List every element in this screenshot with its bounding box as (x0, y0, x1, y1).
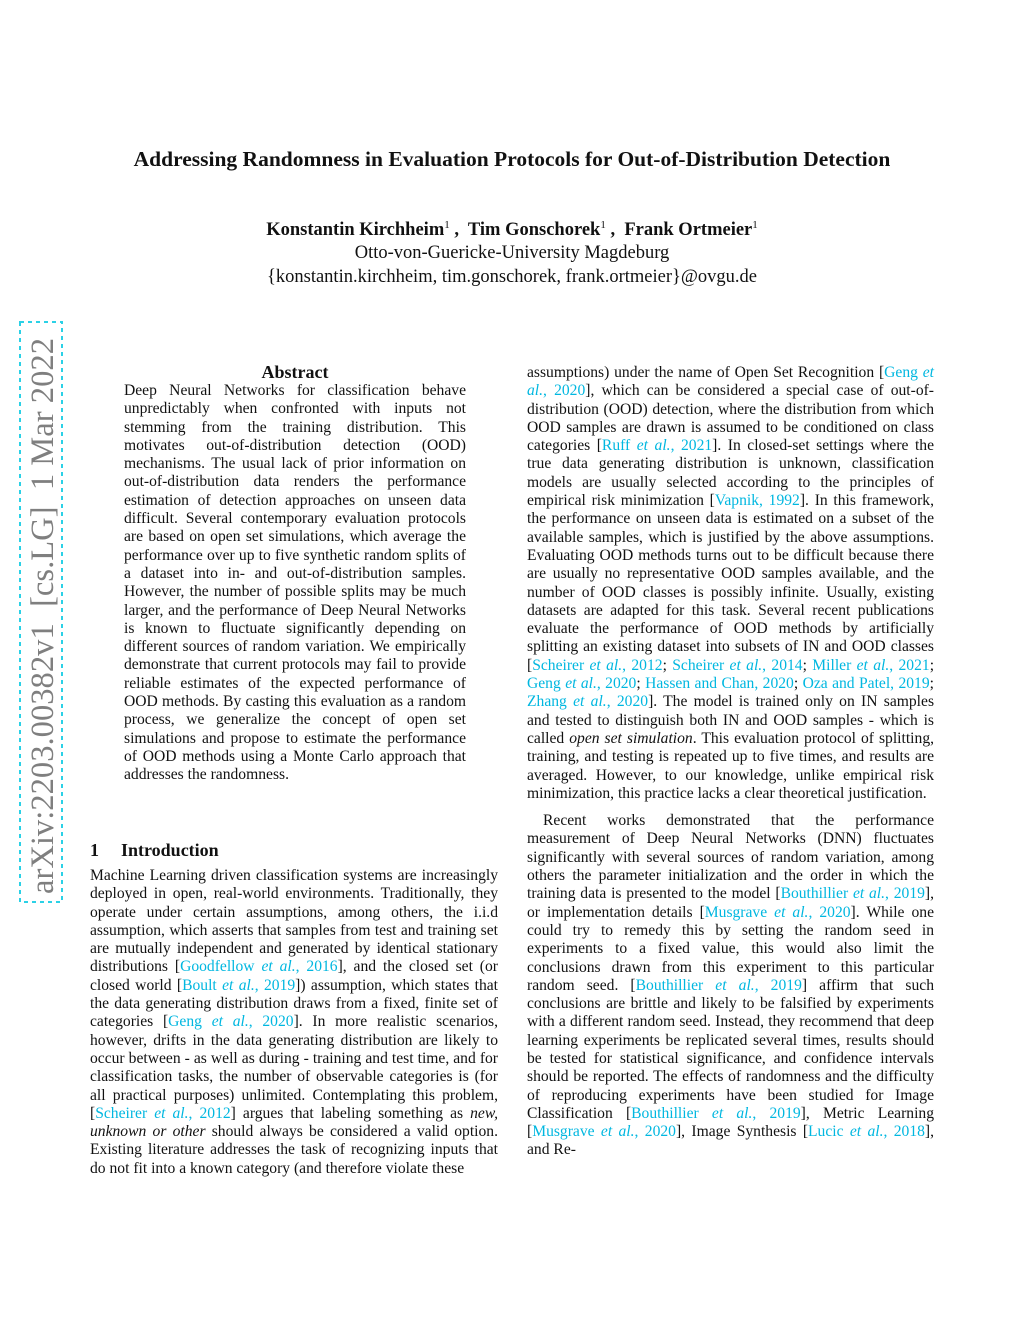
paper-title: Addressing Randomness in Evaluation Protocols for Out-of-Distribution Detection (133, 147, 891, 171)
text-run: ; (929, 656, 935, 674)
citation-link[interactable]: Scheirer et al., 2012 (95, 1104, 231, 1122)
author-emails: {konstantin.kirchheim, tim.gonschorek, frank.ortmeier}@ovgu.de (267, 267, 757, 287)
emphasis: new, unknown or other (90, 1104, 498, 1141)
text-run: ], Image Synthesis [ (675, 1123, 809, 1141)
author-name: Konstantin Kirchheim (266, 220, 445, 240)
arxiv-stamp (18, 320, 64, 904)
affiliation-mark: 1 (444, 219, 450, 231)
citation-link[interactable]: Scheirer et al., 2012 (532, 656, 663, 674)
affiliation-mark: 1 (600, 219, 606, 231)
citation-link[interactable]: Oza and Patel, 2019 (802, 675, 930, 693)
citation-link[interactable]: Musgrave et al., 2020 (532, 1123, 676, 1141)
author-name: Tim Gonschorek (467, 220, 601, 240)
text-run: ] argues that labeling something as (230, 1104, 471, 1122)
intro-right-column (527, 364, 934, 1160)
citation-link[interactable]: Vapnik, 1992 (714, 492, 800, 510)
text-run: ], and the closed set (or closed world [ (90, 958, 498, 994)
text-run: should always be considered a valid option. Existing literature addresses the task of recognizing inputs that do not fit into a known category (and therefore violate these (90, 1123, 498, 1177)
text-run: ; (793, 675, 803, 693)
citation-link[interactable]: Scheirer et al., 2014 (672, 656, 803, 674)
author-separator: , (449, 220, 468, 240)
citation-link[interactable]: Musgrave et al., 2020 (704, 903, 851, 921)
text-run: ], Metric Learning [ (527, 1104, 934, 1141)
citation-link[interactable]: Goodfellow et al., 2016 (180, 958, 338, 976)
text-run: Machine Learning driven classification systems are increasingly deployed in open, real-world environments. Traditionally, they operate under certain assumptions, among others, the i.i.d assumption, which asserts that samples from test and training set are mutually independent and generated by identical stationary distributions [ (90, 867, 498, 976)
intro-paragraph-1-continued (527, 364, 934, 803)
citation-link[interactable]: Zhang et al., 2020 (527, 693, 649, 711)
affiliation: Otto-von-Guericke-University Magdeburg (354, 243, 670, 263)
author-list (0, 212, 1024, 243)
section-title: Introduction (121, 840, 219, 860)
text-run: ; (662, 656, 673, 674)
citation-link[interactable]: Bouthillier et al., 2019 (780, 885, 925, 903)
section-number: 1 (90, 840, 99, 860)
text-run: Recent works demonstrated that the performance measurement of Deep Neural Networks (DNN) fluctuates significantly with several sources of random variation, among others the parameter initialization and the order in which the training data is presented to the model [ (527, 812, 934, 903)
text-run: ]. In more realistic scenarios, however, drifts in the data generating distribution are likely to occur between - as well as during - training and test time, and for classification tasks, the number of observable categories is (for all practical purposes) unlimited. Contemplating this problem, [ (90, 1013, 498, 1122)
citation-link[interactable]: Hassen and Chan, 2020 (645, 675, 794, 693)
intro-paragraph-1 (90, 867, 498, 1178)
emphasis: open set simulation (569, 729, 693, 747)
author-name: Frank Ortmeier (624, 220, 753, 240)
abstract-body (124, 382, 466, 785)
citation-link[interactable]: Miller et al., 2021 (812, 656, 930, 674)
text-run: . This evaluation protocol of splitting, training, and testing is repeated up to five times, and results are averaged. However, to our knowledge, unlike empirical risk minimization, this practice lacks a clear theoretical justification. (527, 729, 935, 802)
text-run: ; (802, 656, 813, 674)
citation-link[interactable]: Ruff et al., 2021 (601, 437, 713, 455)
text-run: ], and Re- (527, 1123, 935, 1159)
text-run: ], or implementation details [ (527, 885, 935, 921)
arxiv-id: arXiv:2203.00382v1 [cs.LG] 1 Mar 2022 (25, 331, 61, 894)
arxiv-stamp-graphic (18, 320, 64, 904)
citation-link[interactable]: Bouthillier et al., 2019 (631, 1104, 801, 1122)
abstract-heading: Abstract (261, 362, 329, 382)
section-heading-introduction (90, 838, 219, 862)
citation-link[interactable]: Lucic et al., 2018 (808, 1123, 925, 1141)
citation-link[interactable]: Geng et al., 2020 (527, 364, 934, 400)
text-run: ]. While one could try to remedy this by setting the random seed in experiments to a fixed value, this would also limit the conclusions drawn from this experiment to this particular random seed. [ (527, 903, 934, 994)
author-separator: , (605, 220, 625, 240)
citation-link[interactable]: Geng et al., 2020 (527, 675, 637, 693)
text-run: ], which can be considered a special case of out-of-distribution (OOD) detection, where the distribution from which OOD samples are drawn is assumed to be conditioned on class categories [ (527, 382, 935, 455)
text-run: ] affirm that such conclusions are brittle and likely to be falsified by experiments with a different random seed. Instead, they recommend that deep learning experiments be replicated several times, results should be tested for statistical significance, and confidence intervals should be reported. The effects of randomness and the difficulty of reproducing experiments have been studied for Image Classification [ (527, 976, 935, 1122)
intro-left-column (90, 867, 498, 1178)
text-run: assumptions) under the name of Open Set Recognition [ (527, 364, 885, 381)
text-run: ]. In closed-set settings where the true data generating distribution is unknown, classification models are usually selected according to the principles of empirical risk minimization [ (527, 437, 935, 510)
text-run: ]. In this framework, the performance on unseen data is estimated on a subset of the available samples, which is justified by the above assumptions. Evaluating OOD methods turns out to be difficult because there are usually no representative OOD samples available, and the number of OOD classes is possibly infinite. Usually, existing datasets are adapted for this task. Several recent publications evaluate the performance of OOD methods by artificially splitting an existing dataset into subsets of IN and OOD classes [ (527, 492, 934, 674)
affiliation-mark: 1 (752, 219, 758, 231)
abstract-text: Deep Neural Networks for classification behave unpredictably when confronted with inputs not stemming from the training distribution. This motivates out-of-distribution detection (OOD) mechanisms. The usual lack of prior information on out-of-distribution data renders the performance estimation of detection approaches on unseen data difficult. Several contemporary evaluation protocols are based on open set simulations, which average the performance over up to five synthetic random splits of a dataset into in- and out-of-distribution samples. However, the number of possible splits may be much larger, and the performance of Deep Neural Networks is known to fluctuate significantly depending on different sources of random variation. We empirically demonstrate that current protocols may fail to provide reliable estimates of the expected performance of OOD methods. By casting this evaluation as a random process, we generalize the concept of open set simulations and propose to estimate the performance of OOD methods using a Monte Carlo approach that addresses the randomness. (124, 382, 466, 784)
text-run: ; (636, 675, 646, 693)
citation-link[interactable]: Boult et al., 2019 (182, 976, 296, 994)
text-run: ]. The model is trained only on IN samples and tested to distinguish both IN and OOD samples - which is called (527, 693, 935, 747)
text-run: ; (929, 675, 934, 693)
text-run: ]) assumption, which states that the data generating distribution draws from a fixed, finite set of categories [ (90, 976, 498, 1031)
citation-link[interactable]: Geng et al., 2020 (168, 1013, 294, 1031)
intro-paragraph-2 (527, 812, 934, 1160)
citation-link[interactable]: Bouthillier et al., 2019 (635, 976, 802, 994)
